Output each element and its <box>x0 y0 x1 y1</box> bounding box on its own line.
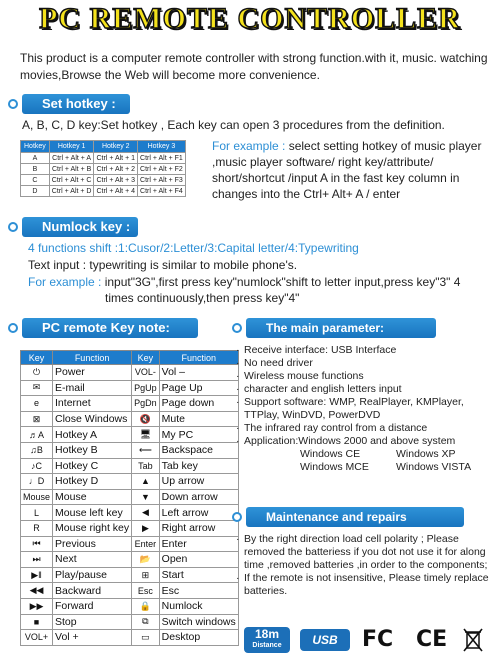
main-parameter-heading: The main parameter: <box>246 318 436 338</box>
key-icon: ▶▶ <box>21 598 53 614</box>
table-row <box>21 427 239 443</box>
function-label: Page Up <box>159 380 238 396</box>
key-icon: L <box>21 505 53 521</box>
function-label: Tab key <box>159 458 238 474</box>
key-icon: R <box>21 520 53 536</box>
key-icon: PgDn <box>132 396 160 412</box>
function-label: Vol + <box>53 630 132 646</box>
table-row <box>21 458 239 474</box>
key-icon: ⏮ <box>21 536 53 552</box>
key-icon: ✉ <box>21 380 53 396</box>
key-icon: Esc <box>132 583 160 599</box>
key-icon: ⊠ <box>21 411 53 427</box>
function-label: Play/pause <box>53 567 132 583</box>
list-item: · No need driver <box>236 357 498 370</box>
table-row <box>21 536 239 552</box>
function-label: E-mail <box>53 380 132 396</box>
table-row: D Ctrl + Alt + D Ctrl + Alt + 4 Ctrl + Alt + F4 <box>21 186 186 197</box>
intro-text: This product is a computer remote controller with strong function.with it, music. watching movies,Browse the Web will become more convenience. <box>20 51 488 82</box>
list-item: · Receive interface: USB Interface <box>236 344 498 357</box>
function-label: Hotkey B <box>53 442 132 458</box>
list-item: · character and english letters input <box>236 383 498 396</box>
maintenance-heading: Maintenance and repairs <box>246 507 464 527</box>
list-item: · The infrared ray control from a distance <box>236 422 498 435</box>
function-label: Backward <box>53 583 132 599</box>
function-label: Hotkey D <box>53 474 132 490</box>
key-icon: ▶‖ <box>21 567 53 583</box>
numlock-text-input: Text input : typewriting is similar to mobile phone's. <box>28 258 298 272</box>
key-icon: ♪C <box>21 458 53 474</box>
key-icon: ◀ <box>132 505 160 521</box>
hotkey-table <box>20 140 186 197</box>
list-item: · Support software: WMP, RealPlayer, KMPlayer, TTPlay, WinDVD, PowerDVD <box>236 396 498 422</box>
hotkey-col-header: Hotkey <box>21 141 50 153</box>
os-list: Windows CE Windows XP <box>300 448 456 460</box>
os-list: Windows MCE Windows VISTA <box>300 461 472 473</box>
usb-logo: USB <box>300 629 350 651</box>
function-label: Switch windows <box>159 614 238 630</box>
function-label: Start <box>159 567 238 583</box>
hotkey-col-header: Hotkey 1 <box>49 141 94 153</box>
numlock-example-cont: times continuously,then press key"4" <box>105 291 300 305</box>
key-icon: 📂 <box>132 552 160 568</box>
table-row <box>21 552 239 568</box>
function-label: Vol – <box>159 365 238 381</box>
list-item: · Wireless mouse functions <box>236 370 498 383</box>
key-icon: ⟵ <box>132 442 160 458</box>
function-label: Mouse <box>53 489 132 505</box>
key-icon: 🖥 <box>132 427 160 443</box>
key-icon: ◀◀ <box>21 583 53 599</box>
bullet-icon <box>232 512 242 522</box>
key-icon: Tab <box>132 458 160 474</box>
bullet-icon <box>232 323 242 333</box>
hotkey-col-header: Hotkey 2 <box>94 141 138 153</box>
page-title: PC REMOTE CONTROLLER <box>39 2 461 35</box>
key-icon: PgUp <box>132 380 160 396</box>
table-row: C Ctrl + Alt + C Ctrl + Alt + 3 Ctrl + Alt + F3 <box>21 175 186 186</box>
table-row <box>21 614 239 630</box>
bullet-icon <box>8 323 18 333</box>
function-col-header: Function <box>159 351 238 365</box>
key-icon: ▶ <box>132 520 160 536</box>
function-label: Power <box>53 365 132 381</box>
numlock-functions: 4 functions shift :1:Cusor/2:Letter/3:Capital letter/4:Typewriting <box>28 241 359 255</box>
table-row <box>21 630 239 646</box>
table-row: A Ctrl + Alt + A Ctrl + Alt + 1 Ctrl + Alt + F1 <box>21 153 186 164</box>
function-label: Close Windows <box>53 411 132 427</box>
key-note-heading: PC remote Key note: <box>22 318 198 338</box>
key-icon: 🔒 <box>132 598 160 614</box>
parameter-list <box>236 344 498 474</box>
key-icon: ⊞ <box>132 567 160 583</box>
weee-bin-icon <box>462 627 484 653</box>
function-col-header: Function <box>53 351 132 365</box>
function-label: Backspace <box>159 442 238 458</box>
hotkey-example: For example : select setting hotkey of music player ,music player software/ right key/attribute/ short/shortcut /input A in the fast key column in changes into the Ctrl+ Alt+ A / enter <box>212 139 482 201</box>
bullet-icon <box>8 222 18 232</box>
key-icon: ▲ <box>132 474 160 490</box>
key-icon: Mouse <box>21 489 53 505</box>
key-icon: ⏻ <box>21 365 53 381</box>
function-label: Mute <box>159 411 238 427</box>
list-item: · Application:Windows 2000 and above system <box>236 435 498 448</box>
table-row <box>21 411 239 427</box>
maintenance-list <box>236 533 498 598</box>
list-item: · If the remote is not insensitive, Please timely replace batteries. <box>236 572 498 598</box>
set-hotkey-heading: Set hotkey : <box>22 94 130 114</box>
key-col-header: Key <box>21 351 53 365</box>
distance-logo: 18m Distance <box>244 627 290 653</box>
key-icon: ■ <box>21 614 53 630</box>
function-label: Next <box>53 552 132 568</box>
function-label: Internet <box>53 396 132 412</box>
function-label: Hotkey C <box>53 458 132 474</box>
ce-logo: CE <box>416 627 448 652</box>
function-label: Right arrow <box>159 520 238 536</box>
certification-logos <box>244 627 494 655</box>
key-icon: ♫B <box>21 442 53 458</box>
function-label: Open <box>159 552 238 568</box>
function-label: Stop <box>53 614 132 630</box>
key-icon: VOL- <box>132 365 160 381</box>
key-icon: ♩D <box>21 474 53 490</box>
numlock-example: For example : input"3G",first press key"numlock"shift to letter input,press key"3" 4 <box>28 275 461 289</box>
function-label: Mouse right key <box>53 520 132 536</box>
table-row: B Ctrl + Alt + B Ctrl + Alt + 2 Ctrl + Alt + F2 <box>21 164 186 175</box>
function-label: Forward <box>53 598 132 614</box>
table-row <box>21 520 239 536</box>
function-label: My PC <box>159 427 238 443</box>
function-label: Enter <box>159 536 238 552</box>
key-icon: ▼ <box>132 489 160 505</box>
function-label: Numlock <box>159 598 238 614</box>
list-item: · By the right direction load cell polarity ; Please removed the batteriess if you dot not use it for along time ,removed batteries ,in order to the components; <box>236 533 498 572</box>
fc-logo: FC <box>362 627 394 652</box>
numlock-heading: Numlock key : <box>22 217 138 237</box>
function-label: Page down <box>159 396 238 412</box>
function-label: Previous <box>53 536 132 552</box>
function-label: Hotkey A <box>53 427 132 443</box>
table-row <box>21 598 239 614</box>
key-function-table <box>20 350 239 646</box>
table-row <box>21 567 239 583</box>
table-row <box>21 489 239 505</box>
table-row <box>21 396 239 412</box>
table-row <box>21 505 239 521</box>
key-icon: VOL+ <box>21 630 53 646</box>
key-icon: Enter <box>132 536 160 552</box>
function-label: Esc <box>159 583 238 599</box>
function-label: Down arrow <box>159 489 238 505</box>
bullet-icon <box>8 99 18 109</box>
table-row <box>21 442 239 458</box>
function-label: Left arrow <box>159 505 238 521</box>
key-icon: 🔇 <box>132 411 160 427</box>
hotkey-description: A, B, C, D key:Set hotkey , Each key can open 3 procedures from the definition. <box>22 118 445 132</box>
key-col-header: Key <box>132 351 160 365</box>
table-row <box>21 380 239 396</box>
function-label: Mouse left key <box>53 505 132 521</box>
table-row <box>21 474 239 490</box>
key-icon: e <box>21 396 53 412</box>
key-icon: ♬A <box>21 427 53 443</box>
key-icon: ⧉ <box>132 614 160 630</box>
key-icon: ⏭ <box>21 552 53 568</box>
key-icon: ▭ <box>132 630 160 646</box>
hotkey-col-header: Hotkey 3 <box>138 141 186 153</box>
table-row <box>21 583 239 599</box>
table-row <box>21 365 239 381</box>
function-label: Desktop <box>159 630 238 646</box>
function-label: Up arrow <box>159 474 238 490</box>
